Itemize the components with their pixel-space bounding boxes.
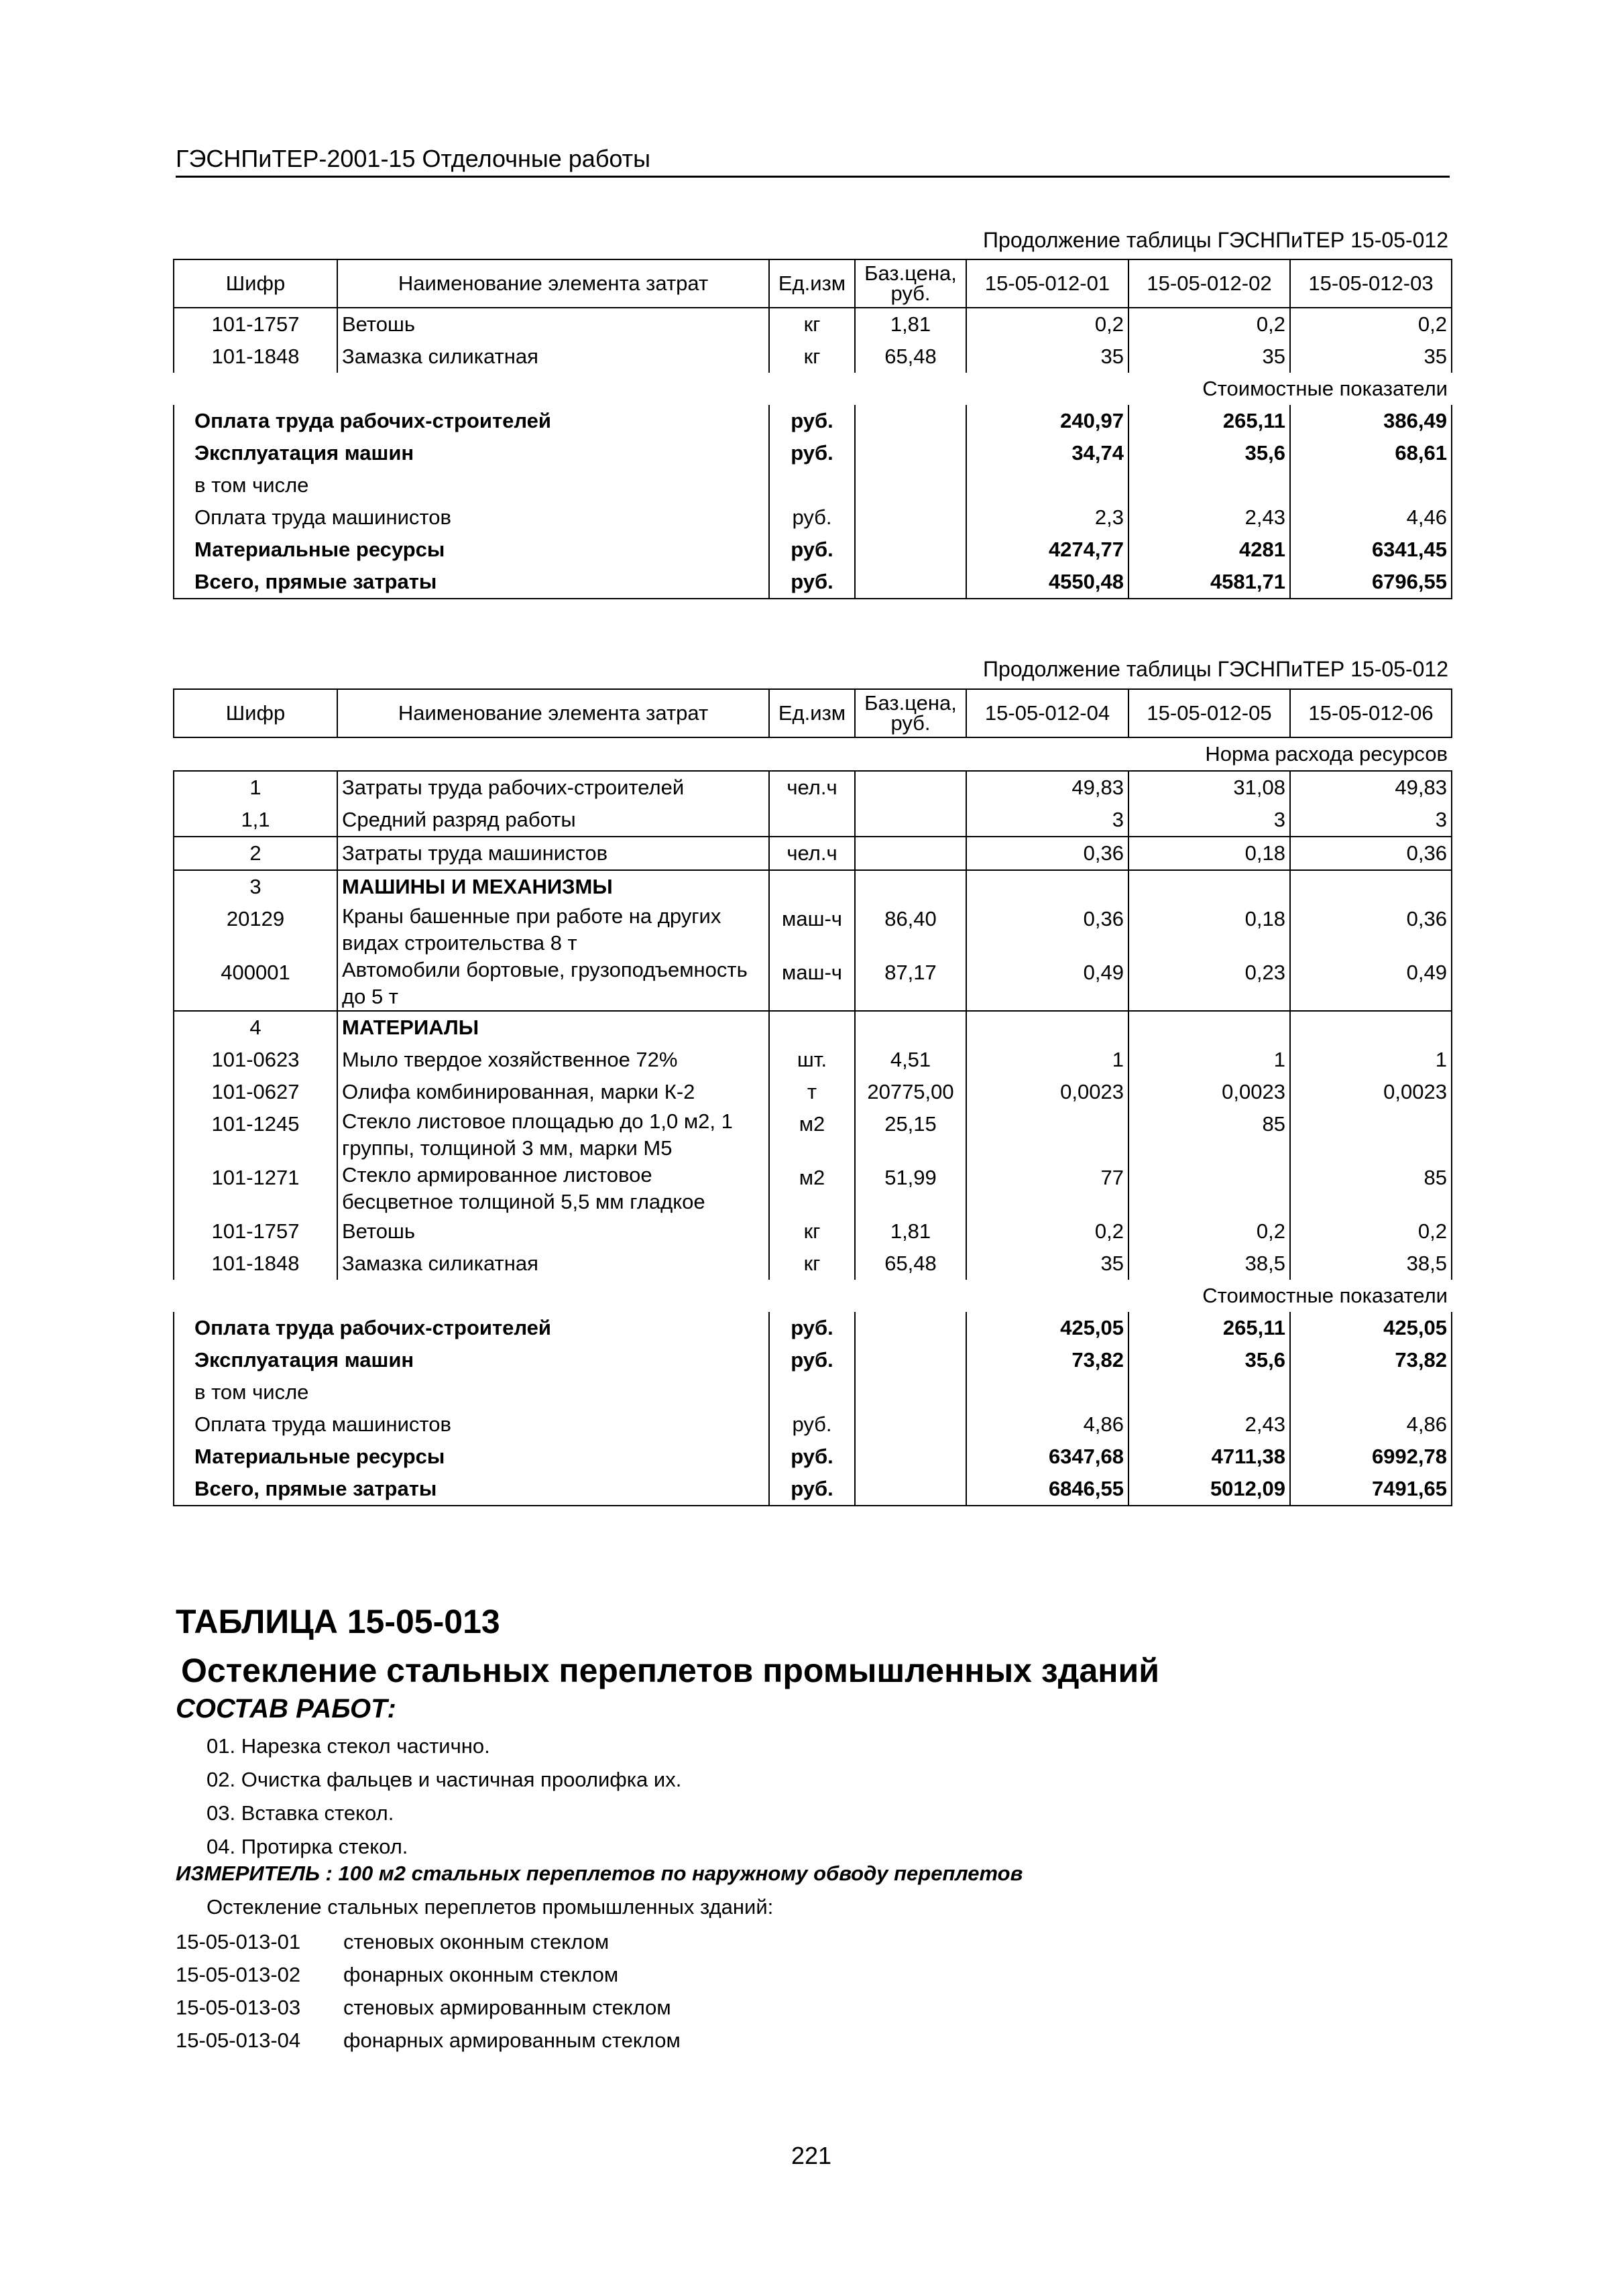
code-cell: 101-1848 [174,1248,337,1280]
price-cell: 86,40 [855,903,966,957]
price-cell [855,771,966,804]
unit-cell [769,804,855,837]
value-cell: 1 [966,1044,1128,1076]
name-cell: Средний разряд работы [337,804,769,837]
price-cell [855,566,966,599]
work-item: 04. Протирка стекол. [207,1835,408,1858]
value-cell [1290,1376,1452,1408]
table-row [174,308,1452,341]
value-cell [966,1376,1128,1408]
code-cell: 4 [174,1011,337,1044]
unit-cell: руб. [769,501,855,534]
header-row [174,259,1452,308]
value-cell: 0,0023 [1290,1076,1452,1108]
header-row [174,689,1452,737]
value-cell: 425,05 [966,1312,1128,1344]
value-cell: 0,2 [966,1215,1128,1248]
value-cell [966,469,1128,501]
code-cell: 101-1757 [174,308,337,341]
value-cell [1128,1376,1290,1408]
total-name: Материальные ресурсы [174,534,769,566]
code-cell: 400001 [174,957,337,1011]
column-header: 15-05-012-04 [966,689,1128,737]
value-cell: 0,0023 [1128,1076,1290,1108]
unit-cell: руб. [769,1408,855,1441]
price-cell [855,534,966,566]
unit-cell: маш-ч [769,903,855,957]
name-cell: Стекло армированное листовое бесцветное толщиной 5,5 мм гладкое [337,1162,769,1215]
works-list [207,1730,681,1864]
value-cell: 6992,78 [1290,1441,1452,1473]
price-cell: 1,81 [855,308,966,341]
table1 [173,259,1452,599]
price-cell [855,837,966,870]
running-header: ГЭСНПиТЕР-2001-15 Отделочные работы [176,145,1450,178]
item-code: 15-05-013-04 [176,2029,301,2052]
code-cell: 1,1 [174,804,337,837]
total-name: Эксплуатация машин [174,1344,769,1376]
value-cell: 0,18 [1128,837,1290,870]
value-cell: 85 [1290,1162,1452,1215]
price-cell [855,1376,966,1408]
list-item [176,2024,681,2057]
value-cell: 85 [1128,1108,1290,1162]
value-cell: 6846,55 [966,1473,1128,1506]
total-row [174,1473,1452,1506]
price-cell [855,870,966,903]
column-header: Ед.изм [769,259,855,308]
price-cell [855,1441,966,1473]
column-header: 15-05-012-05 [1128,689,1290,737]
table-row [174,1215,1452,1248]
norm-subheader-row [174,737,1452,771]
table-row [174,1108,1452,1162]
work-item: 03. Вставка стекол. [207,1801,394,1825]
value-cell: 2,3 [966,501,1128,534]
column-header: 15-05-012-06 [1290,689,1452,737]
total-name: Всего, прямые затраты [174,566,769,599]
name-cell: Автомобили бортовые, грузоподъемность до 5 т [337,957,769,1011]
measure-unit: ИЗМЕРИТЕЛЬ : 100 м2 стальных переплетов по наружному обводу переплетов [176,1862,1023,1885]
unit-cell: руб. [769,437,855,469]
unit-cell: кг [769,341,855,373]
code-cell: 101-1848 [174,341,337,373]
unit-cell: кг [769,308,855,341]
page-number: 221 [791,2142,832,2169]
value-cell: 3 [1128,804,1290,837]
work-item: 02. Очистка фальцев и частичная проолифка их. [207,1768,682,1791]
price-cell [855,1011,966,1044]
name-cell: Олифа комбинированная, марки К-2 [337,1076,769,1108]
name-cell: Краны башенные при работе на других видах строительства 8 т [337,903,769,957]
unit-cell: кг [769,1215,855,1248]
value-cell: 0,36 [1290,903,1452,957]
column-header: Баз.цена, руб. [855,689,966,737]
code-cell: 1 [174,771,337,804]
price-cell: 4,51 [855,1044,966,1076]
price-cell: 65,48 [855,341,966,373]
value-cell: 1 [1290,1044,1452,1076]
column-header: Шифр [174,689,337,737]
value-cell: 0,36 [966,903,1128,957]
cost-subheader-row [174,1280,1452,1312]
name-cell: Стекло листовое площадью до 1,0 м2, 1 группы, толщиной 3 мм, марки М5 [337,1108,769,1162]
total-name: Оплата труда рабочих-строителей [174,405,769,437]
name-cell: Ветошь [337,308,769,341]
value-cell: 4274,77 [966,534,1128,566]
value-cell: 49,83 [1290,771,1452,804]
list-item [176,1958,681,1991]
table-row [174,903,1452,957]
value-cell: 0,36 [1290,837,1452,870]
total-name: Всего, прямые затраты [174,1473,769,1506]
name-cell: МАТЕРИАЛЫ [337,1011,769,1044]
value-cell: 0,49 [966,957,1128,1011]
unit-cell: руб. [769,566,855,599]
value-cell: 4,46 [1290,501,1452,534]
value-cell: 2,43 [1128,501,1290,534]
price-cell [855,501,966,534]
code-cell: 3 [174,870,337,903]
total-name: Эксплуатация машин [174,437,769,469]
items-list [176,1925,681,2057]
item-code: 15-05-013-01 [176,1930,301,1953]
cost-subheader: Стоимостные показатели [1202,1284,1448,1307]
column-header: Наименование элемента затрат [337,689,769,737]
name-cell: Ветошь [337,1215,769,1248]
value-cell: 73,82 [1290,1344,1452,1376]
value-cell: 35 [1290,341,1452,373]
price-cell: 51,99 [855,1162,966,1215]
table-row [174,1044,1452,1076]
item-text: фонарных армированным стеклом [343,2029,681,2052]
name-cell: Затраты труда машинистов [337,837,769,870]
value-cell: 35,6 [1128,1344,1290,1376]
total-name: Оплата труда рабочих-строителей [174,1312,769,1344]
value-cell: 3 [966,804,1128,837]
value-cell [1128,1011,1290,1044]
price-cell: 87,17 [855,957,966,1011]
value-cell: 77 [966,1162,1128,1215]
total-name: Материальные ресурсы [174,1441,769,1473]
value-cell: 240,97 [966,405,1128,437]
total-row [174,501,1452,534]
value-cell: 425,05 [1290,1312,1452,1344]
value-cell: 4,86 [1290,1408,1452,1441]
total-row [174,1408,1452,1441]
total-row [174,1441,1452,1473]
column-header: 15-05-012-03 [1290,259,1452,308]
item-text: стеновых армированным стеклом [343,1996,671,2019]
price-cell [855,405,966,437]
name-cell: Затраты труда рабочих-строителей [337,771,769,804]
value-cell: 0,2 [1290,1215,1452,1248]
value-cell [1290,870,1452,903]
value-cell [1290,1011,1452,1044]
table1-caption: Продолжение таблицы ГЭСНПиТЕР 15-05-012 [983,228,1448,252]
column-header: 15-05-012-02 [1128,259,1290,308]
table-row [174,957,1452,1011]
unit-cell: т [769,1076,855,1108]
value-cell: 38,5 [1128,1248,1290,1280]
column-header: Ед.изм [769,689,855,737]
value-cell: 0,23 [1128,957,1290,1011]
column-header: Шифр [174,259,337,308]
unit-cell: м2 [769,1162,855,1215]
table-row [174,341,1452,373]
code-cell: 101-1245 [174,1108,337,1162]
table-title: ТАБЛИЦА 15-05-013 [176,1603,500,1640]
value-cell: 4711,38 [1128,1441,1290,1473]
work-item: 01. Нарезка стекол частично. [207,1734,490,1758]
value-cell: 6341,45 [1290,534,1452,566]
column-header: Баз.цена, руб. [855,259,966,308]
unit-cell: руб. [769,1344,855,1376]
unit-cell: чел.ч [769,771,855,804]
table2-caption: Продолжение таблицы ГЭСНПиТЕР 15-05-012 [983,657,1448,681]
value-cell: 35,6 [1128,437,1290,469]
total-row [174,1312,1452,1344]
norm-subheader: Норма расхода ресурсов [1205,742,1448,766]
list-item [176,1991,681,2024]
total-name: в том числе [174,1376,769,1408]
value-cell: 38,5 [1290,1248,1452,1280]
price-cell: 1,81 [855,1215,966,1248]
unit-cell: руб. [769,1473,855,1506]
unit-cell: кг [769,1248,855,1280]
value-cell: 265,11 [1128,405,1290,437]
value-cell: 35 [1128,341,1290,373]
code-cell: 2 [174,837,337,870]
value-cell [966,1108,1128,1162]
value-cell: 0,0023 [966,1076,1128,1108]
value-cell: 34,74 [966,437,1128,469]
unit-cell: м2 [769,1108,855,1162]
name-cell: МАШИНЫ И МЕХАНИЗМЫ [337,870,769,903]
value-cell [1290,1108,1452,1162]
name-cell: Мыло твердое хозяйственное 72% [337,1044,769,1076]
price-cell: 25,15 [855,1108,966,1162]
price-cell [855,1344,966,1376]
value-cell [966,1011,1128,1044]
unit-cell: руб. [769,1441,855,1473]
value-cell: 0,18 [1128,903,1290,957]
value-cell: 5012,09 [1128,1473,1290,1506]
unit-cell: руб. [769,405,855,437]
unit-cell: шт. [769,1044,855,1076]
price-cell: 20775,00 [855,1076,966,1108]
value-cell [1128,1162,1290,1215]
value-cell: 31,08 [1128,771,1290,804]
value-cell: 6347,68 [966,1441,1128,1473]
price-cell [855,469,966,501]
table-row [174,771,1452,804]
table-row [174,804,1452,837]
value-cell: 0,2 [1128,1215,1290,1248]
value-cell [1128,870,1290,903]
total-row [174,534,1452,566]
table-row [174,1011,1452,1044]
value-cell: 4581,71 [1128,566,1290,599]
value-cell [1290,469,1452,501]
value-cell: 0,36 [966,837,1128,870]
total-row [174,566,1452,599]
section-title: Остекление стальных переплетов промышленных зданий [181,1652,1159,1689]
total-name: в том числе [174,469,769,501]
price-cell: 65,48 [855,1248,966,1280]
price-cell [855,804,966,837]
price-cell [855,437,966,469]
value-cell: 35 [966,341,1128,373]
value-cell: 1 [1128,1044,1290,1076]
value-cell: 265,11 [1128,1312,1290,1344]
price-cell [855,1473,966,1506]
table-row [174,870,1452,903]
column-header: 15-05-012-01 [966,259,1128,308]
value-cell: 3 [1290,804,1452,837]
value-cell: 4550,48 [966,566,1128,599]
value-cell: 49,83 [966,771,1128,804]
unit-cell [769,469,855,501]
total-row [174,1344,1452,1376]
name-cell: Замазка силикатная [337,1248,769,1280]
list-item [176,1925,681,1958]
total-row [174,469,1452,501]
code-cell: 101-1271 [174,1162,337,1215]
code-cell: 20129 [174,903,337,957]
value-cell: 0,2 [966,308,1128,341]
item-code: 15-05-013-02 [176,1963,301,1986]
unit-cell [769,870,855,903]
unit-cell: маш-ч [769,957,855,1011]
total-row [174,437,1452,469]
value-cell [1128,469,1290,501]
item-code: 15-05-013-03 [176,1996,301,2019]
code-cell: 101-1757 [174,1215,337,1248]
unit-cell [769,1011,855,1044]
total-row [174,1376,1452,1408]
item-text: фонарных оконным стеклом [343,1963,619,1986]
total-row [174,405,1452,437]
table-row [174,837,1452,870]
value-cell: 386,49 [1290,405,1452,437]
value-cell: 73,82 [966,1344,1128,1376]
unit-cell [769,1376,855,1408]
value-cell: 2,43 [1128,1408,1290,1441]
value-cell: 7491,65 [1290,1473,1452,1506]
value-cell: 4281 [1128,534,1290,566]
cost-subheader-row [174,373,1452,405]
unit-cell: руб. [769,534,855,566]
value-cell: 35 [966,1248,1128,1280]
table-row [174,1076,1452,1108]
code-cell: 101-0623 [174,1044,337,1076]
total-name: Оплата труда машинистов [174,501,769,534]
price-cell [855,1312,966,1344]
value-cell [966,870,1128,903]
item-text: стеновых оконным стеклом [343,1930,610,1953]
works-heading: СОСТАВ РАБОТ: [176,1694,396,1724]
value-cell: 0,2 [1290,308,1452,341]
unit-cell: руб. [769,1312,855,1344]
value-cell: 0,2 [1128,308,1290,341]
unit-cell: чел.ч [769,837,855,870]
value-cell: 68,61 [1290,437,1452,469]
table-row [174,1162,1452,1215]
value-cell: 6796,55 [1290,566,1452,599]
cost-subheader: Стоимостные показатели [1202,377,1448,400]
price-cell [855,1408,966,1441]
table2 [173,688,1452,1506]
items-intro: Остекление стальных переплетов промышленных зданий: [207,1895,774,1919]
value-cell: 0,49 [1290,957,1452,1011]
column-header: Наименование элемента затрат [337,259,769,308]
table-row [174,1248,1452,1280]
code-cell: 101-0627 [174,1076,337,1108]
total-name: Оплата труда машинистов [174,1408,769,1441]
value-cell: 4,86 [966,1408,1128,1441]
name-cell: Замазка силикатная [337,341,769,373]
